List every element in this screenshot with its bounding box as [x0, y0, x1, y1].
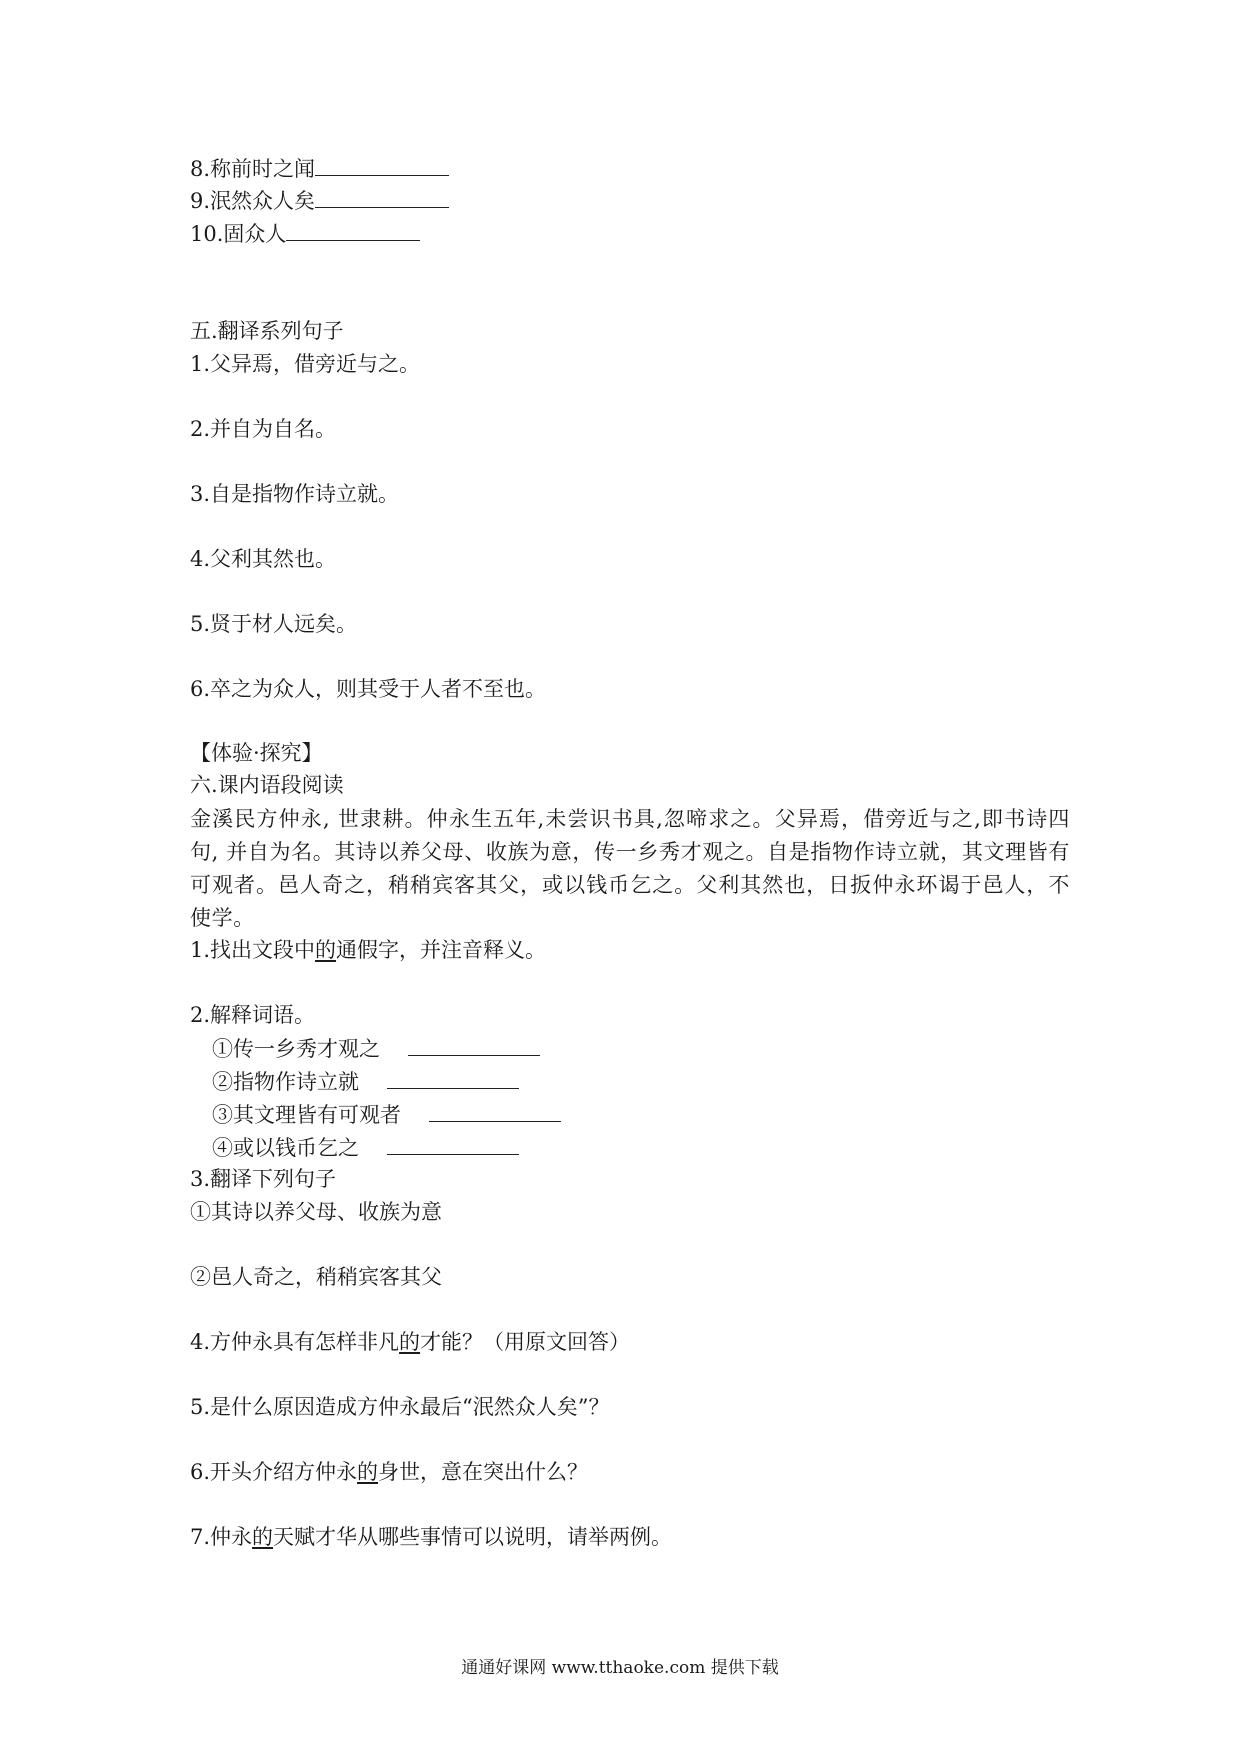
question-2-item-1: ①传一乡秀才观之 [212, 1033, 540, 1064]
question-7: 7.仲永的天赋才华从哪些事情可以说明，请举两例。 [190, 1525, 673, 1549]
question-4: 4.方仲永具有怎样非凡的才能？（用原文回答） [190, 1330, 631, 1354]
vocab-item-9: 9.泯然众人矣 [190, 185, 449, 216]
explore-heading: 【体验·探究】 [190, 741, 323, 765]
vocab-item-8: 8.称前时之闻 [190, 153, 449, 184]
translate-item-6: 6.卒之为众人，则其受于人者不至也。 [190, 677, 547, 701]
answer-blank[interactable] [315, 153, 449, 176]
vocab-item-10: 10.固众人 [190, 218, 420, 249]
question-3-item-1: ①其诗以养父母、收族为意 [190, 1200, 442, 1224]
page-footer: 通通好课网 www.tthaoke.com 提供下载 [461, 1658, 779, 1678]
translate-item-5: 5.贤于材人远矣。 [190, 612, 358, 636]
answer-blank[interactable] [387, 1066, 519, 1089]
question-2-title: 2.解释词语。 [190, 1003, 316, 1027]
answer-blank[interactable] [429, 1099, 561, 1122]
answer-blank[interactable] [315, 185, 449, 208]
question-1: 1.找出文段中的通假字，并注音释义。 [190, 938, 547, 962]
question-3-title: 3.翻译下列句子 [190, 1167, 337, 1191]
question-2-item-2: ②指物作诗立就 [212, 1066, 519, 1097]
translate-item-2: 2.并自为自名。 [190, 417, 337, 441]
reading-passage: 金溪民方仲永, 世隶耕。仲永生五年,未尝识书具,忽啼求之。父异焉，借旁近与之,即书诗四句, 并自为名。其诗以养父母、收族为意，传一乡秀才观之。自是指物作诗立就，其文理皆有可观者。邑人奇之，稍稍宾客其父，或以钱币乞之。父利其然也，日扳仲永环谒于邑人，不使学。 [190, 807, 1070, 930]
section5-title: 五.翻译系列句子 [190, 319, 344, 343]
translate-item-3: 3.自是指物作诗立就。 [190, 482, 400, 506]
question-2-item-3: ③其文理皆有可观者 [212, 1099, 561, 1130]
translate-item-1: 1.父异焉，借旁近与之。 [190, 352, 421, 376]
answer-blank[interactable] [387, 1132, 519, 1155]
question-6: 6.开头介绍方仲永的身世，意在突出什么？ [190, 1460, 589, 1484]
answer-blank[interactable] [286, 218, 420, 241]
answer-blank[interactable] [408, 1033, 540, 1056]
question-2-item-4: ④或以钱币乞之 [212, 1132, 519, 1163]
translate-item-4: 4.父利其然也。 [190, 547, 337, 571]
question-5: 5.是什么原因造成方仲永最后“泯然众人矣”？ [190, 1395, 610, 1419]
question-3-item-2: ②邑人奇之，稍稍宾客其父 [190, 1265, 442, 1289]
section6-title: 六.课内语段阅读 [190, 773, 344, 797]
